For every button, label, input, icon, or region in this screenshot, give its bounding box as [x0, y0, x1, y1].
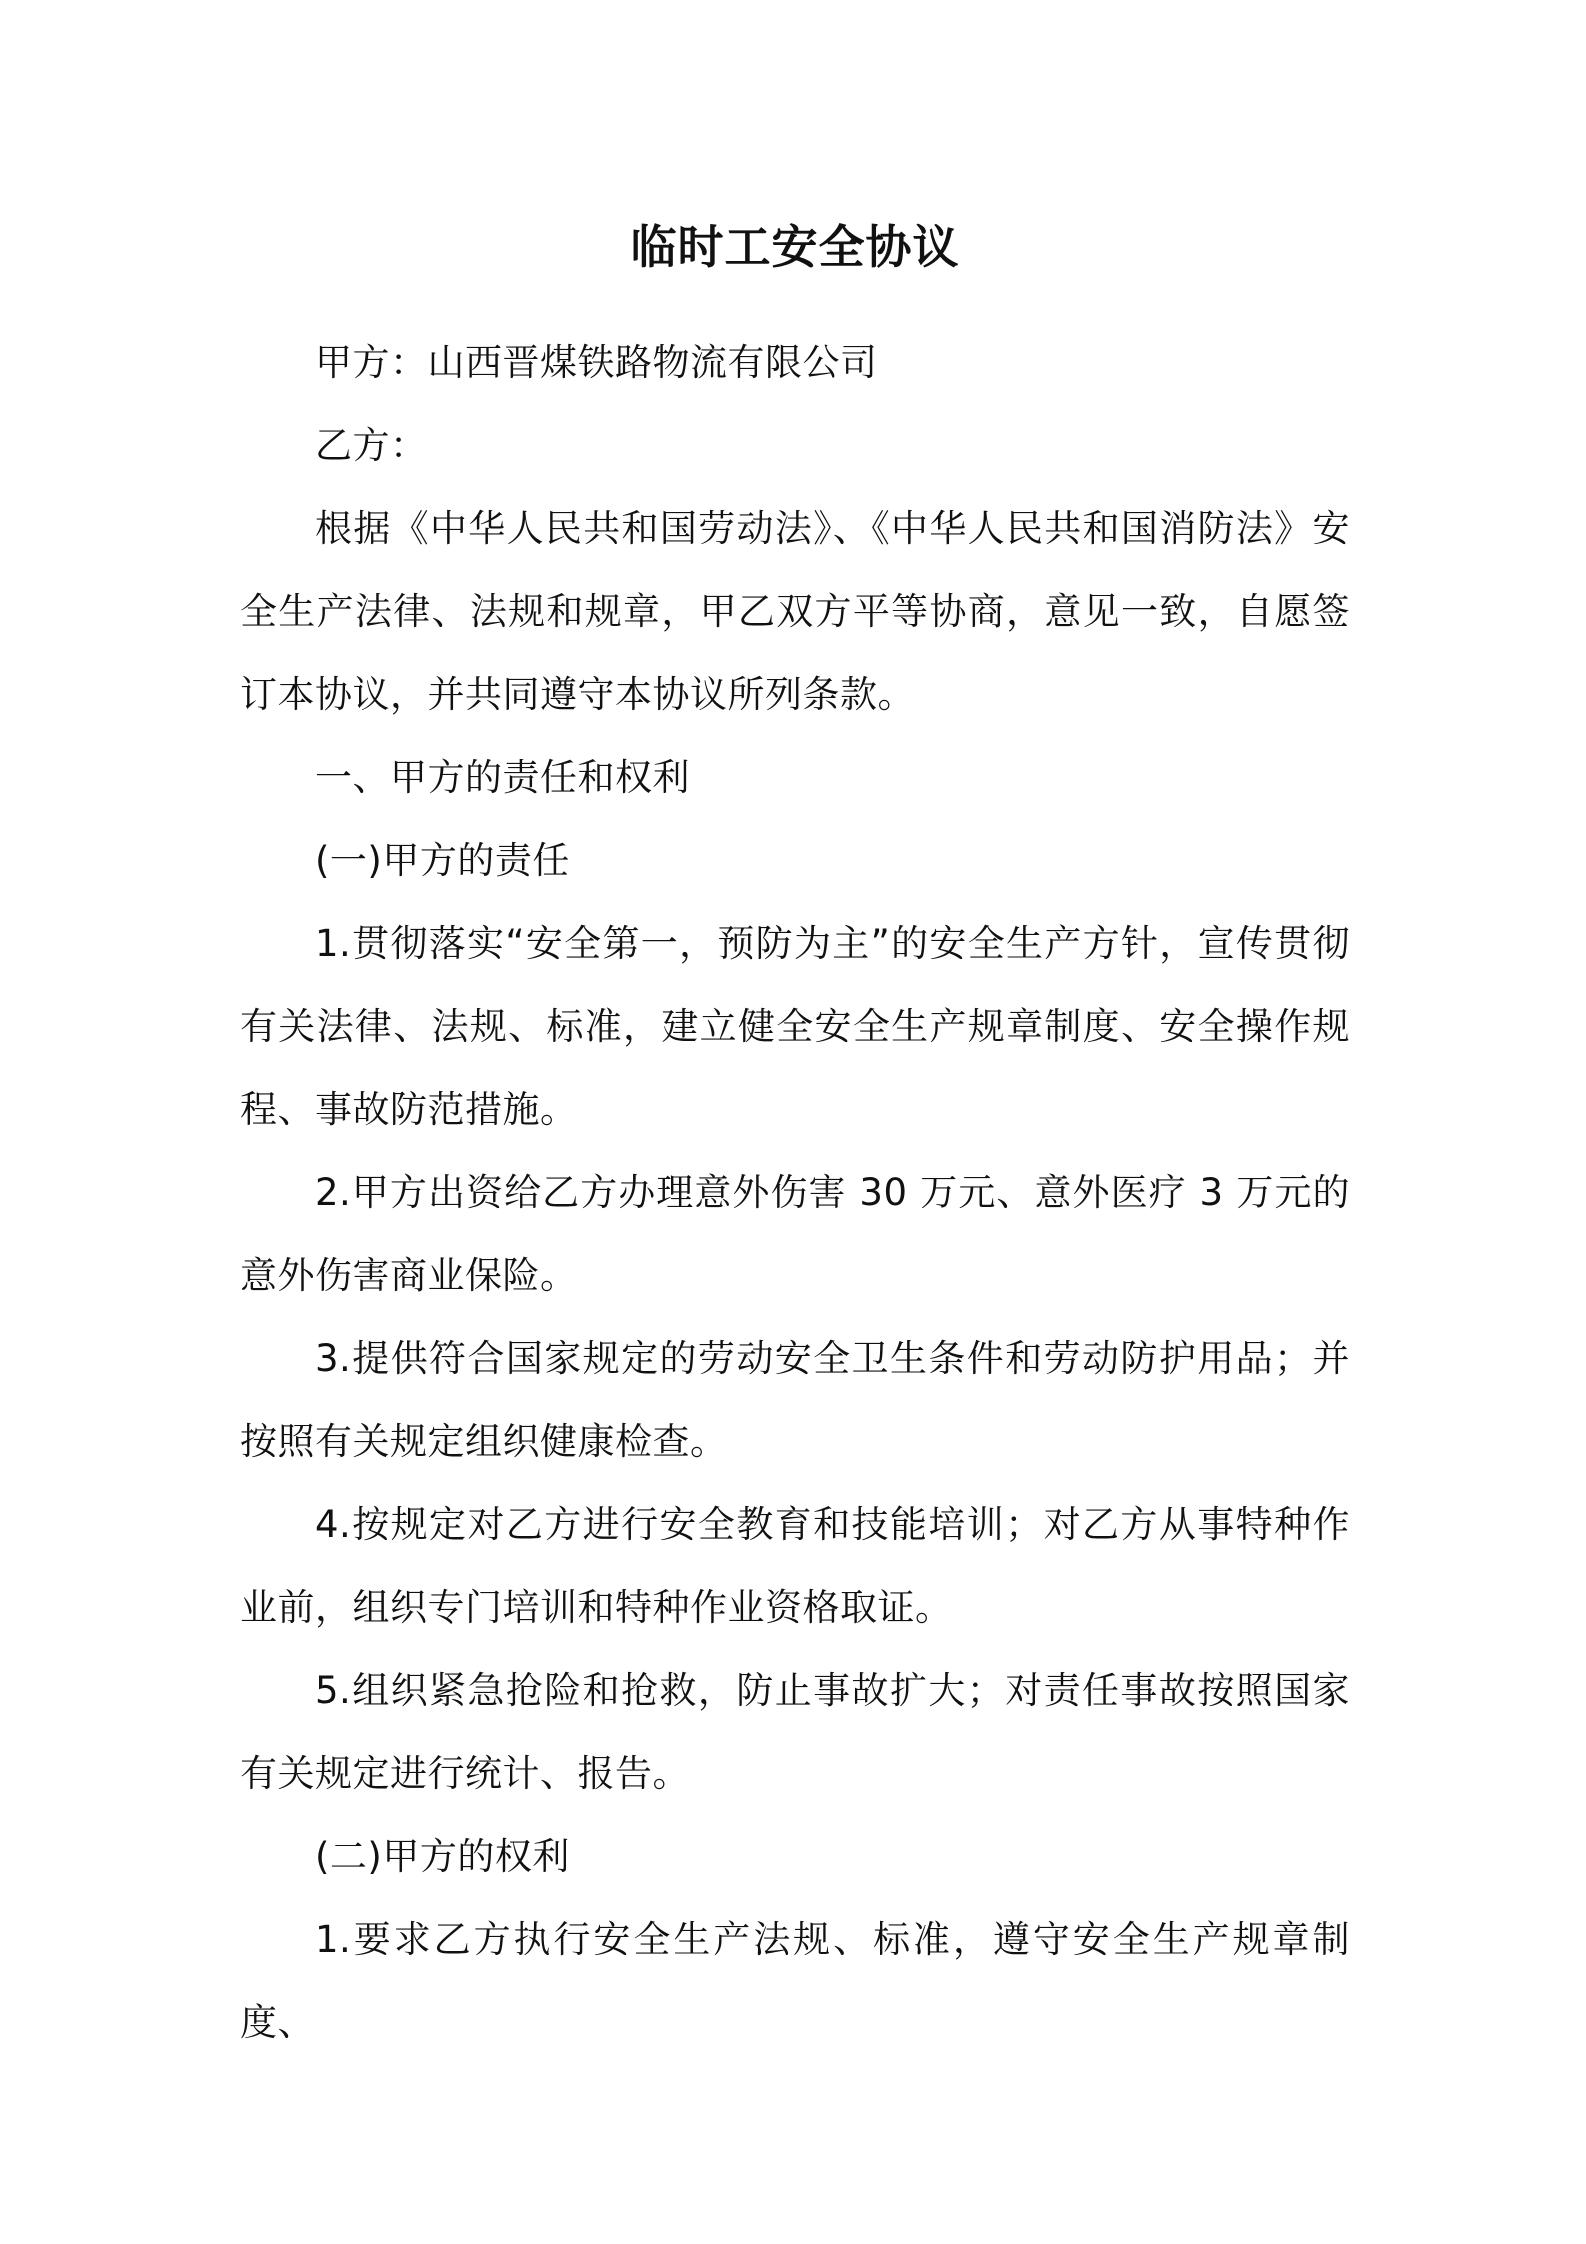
duty-item-4: 4.按规定对乙方进行安全教育和技能培训；对乙方从事特种作业前，组织专门培训和特种作业资格取证。 [240, 1503, 1350, 1629]
party-b-line: 乙方： [315, 424, 428, 467]
duty-item-5: 5.组织紧急抢险和抢救，防止事故扩大；对责任事故按照国家有关规定进行统计、报告。 [240, 1669, 1350, 1795]
duty-item-1: 1.贯彻落实“安全第一，预防为主”的安全生产方针，宣传贯彻有关法律、法规、标准，建立健全安全生产规章制度、安全操作规程、事故防范措施。 [240, 922, 1350, 1131]
subsection-heading-party-a-rights: (二)甲方的权利 [315, 1835, 570, 1878]
rights-item-1: 1.要求乙方执行安全生产法规、标准，遵守安全生产规章制度、 [240, 1918, 1350, 2044]
party-a-line: 甲方：山西晋煤铁路物流有限公司 [315, 341, 878, 384]
document-title: 临时工安全协议 [630, 220, 960, 274]
document-body [240, 215, 1350, 2064]
intro-paragraph: 根据《中华人民共和国劳动法》、《中华人民共和国消防法》安全生产法律、法规和规章，甲乙双方平等协商，意见一致，自愿签订本协议，并共同遵守本协议所列条款。 [240, 507, 1350, 716]
duty-item-3: 3.提供符合国家规定的劳动安全卫生条件和劳动防护用品；并按照有关规定组织健康检查。 [240, 1337, 1350, 1463]
section-heading-party-a-duties-rights: 一、甲方的责任和权利 [315, 756, 690, 799]
duty-item-2: 2.甲方出资给乙方办理意外伤害 30 万元、意外医疗 3 万元的意外伤害商业保险。 [240, 1171, 1350, 1297]
subsection-heading-party-a-duties: (一)甲方的责任 [315, 839, 570, 882]
